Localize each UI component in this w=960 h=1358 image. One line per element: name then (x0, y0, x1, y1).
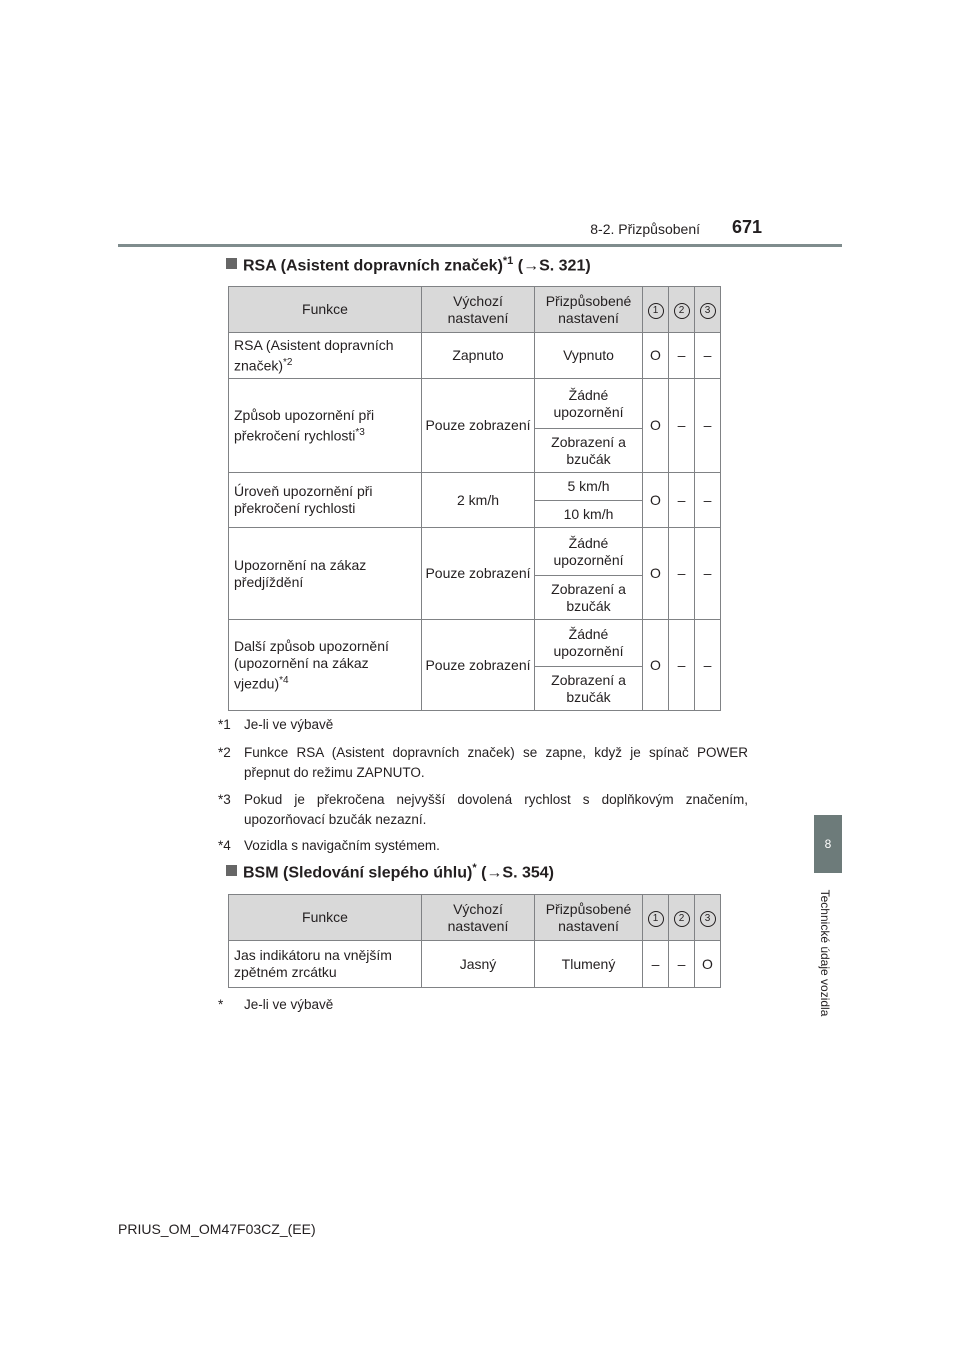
chapter-tab[interactable]: 8 (814, 815, 842, 873)
col-default: Výchozí nastavení (422, 287, 535, 333)
function-cell: Další způsob upozornění (upozornění na zákaz vjezdu)$^{*4}$ (229, 620, 422, 711)
option-cell: Zobrazení a bzučák (535, 429, 643, 473)
c2-cell: – (669, 941, 695, 988)
bullet-square-icon (226, 258, 237, 269)
option-cell: Vypnuto (535, 333, 643, 379)
table-row (229, 379, 721, 429)
col-funkce: Funkce (229, 287, 422, 333)
option-cell: Tlumený (535, 941, 643, 988)
table-header-row (229, 895, 721, 941)
function-cell: Způsob upozornění při překročení rychlosti$^{*3}$ (229, 379, 422, 473)
rsa-table (228, 286, 721, 711)
c1-cell: O (643, 379, 669, 473)
option-cell: Žádné upozornění (535, 620, 643, 667)
document-code: PRIUS_OM_OM47F03CZ_(EE) (118, 1221, 316, 1237)
c2-cell: – (669, 528, 695, 620)
c3-cell: O (695, 941, 721, 988)
col-funkce: Funkce (229, 895, 422, 941)
function-cell: Úroveň upozornění při překročení rychlosti (229, 473, 422, 528)
col-default: Výchozí nastavení (422, 895, 535, 941)
c2-cell: – (669, 333, 695, 379)
c1-cell: O (643, 333, 669, 379)
col-1: 1 (643, 287, 669, 333)
c3-cell: – (695, 379, 721, 473)
default-cell: Pouze zobrazení (422, 379, 535, 473)
footnote: *3 Pokud je překročena nejvyšší dovolená rychlost s doplňkovým značením, upozorňovací bzučák nezazní. (218, 792, 748, 827)
rsa-heading: RSA (Asistent dopravních značek)$^{*1}$ (→S. 321) (226, 255, 591, 275)
option-cell: 5 km/h (535, 473, 643, 501)
c1-cell: O (643, 528, 669, 620)
c2-cell: – (669, 620, 695, 711)
c3-cell: – (695, 333, 721, 379)
section-title: 8-2. Přizpůsobení (590, 221, 700, 237)
option-cell: 10 km/h (535, 501, 643, 528)
table-row (229, 528, 721, 576)
table-row (229, 941, 721, 988)
footnote: *4 Vozidla s navigačním systémem. (218, 838, 440, 853)
bsm-heading: BSM (Sledování slepého úhlu)* (→S. 354) (226, 862, 554, 882)
chapter-label: Technické údaje vozidla (818, 889, 832, 1017)
col-3: 3 (695, 287, 721, 333)
col-2: 2 (669, 895, 695, 941)
option-cell: Zobrazení a bzučák (535, 667, 643, 711)
table-row (229, 473, 721, 501)
footnote: * Je-li ve výbavě (218, 997, 334, 1012)
default-cell: Jasný (422, 941, 535, 988)
default-cell: 2 km/h (422, 473, 535, 528)
footnote: *1 Je-li ve výbavě (218, 717, 334, 732)
default-cell: Pouze zobrazení (422, 528, 535, 620)
col-custom: Přizpůsobené nastavení (535, 287, 643, 333)
c1-cell: O (643, 620, 669, 711)
c2-cell: – (669, 473, 695, 528)
option-cell: Žádné upozornění (535, 379, 643, 429)
default-cell: Pouze zobrazení (422, 620, 535, 711)
bullet-square-icon (226, 865, 237, 876)
default-cell: Zapnuto (422, 333, 535, 379)
col-1: 1 (643, 895, 669, 941)
bsm-table (228, 894, 721, 988)
c1-cell: O (643, 473, 669, 528)
page-number: 671 (732, 217, 763, 237)
c1-cell: – (643, 941, 669, 988)
table-row (229, 620, 721, 667)
function-cell: Upozornění na zákaz předjíždění (229, 528, 422, 620)
col-3: 3 (695, 895, 721, 941)
table-header-row (229, 287, 721, 333)
c3-cell: – (695, 528, 721, 620)
c2-cell: – (669, 379, 695, 473)
footnote: *2 Funkce RSA (Asistent dopravních značek) se zapne, když je spínač POWER přepnut do režimu ZAPNUTO. (218, 745, 748, 780)
c3-cell: – (695, 473, 721, 528)
c3-cell: – (695, 620, 721, 711)
col-2: 2 (669, 287, 695, 333)
option-cell: Žádné upozornění (535, 528, 643, 576)
option-cell: Zobrazení a bzučák (535, 576, 643, 620)
table-row (229, 333, 721, 379)
col-custom: Přizpůsobené nastavení (535, 895, 643, 941)
function-cell: RSA (Asistent dopravních značek)$^{*2}$ (229, 333, 422, 379)
header-rule (118, 244, 842, 247)
function-cell: Jas indikátoru na vnějším zpětném zrcátku (229, 941, 422, 988)
